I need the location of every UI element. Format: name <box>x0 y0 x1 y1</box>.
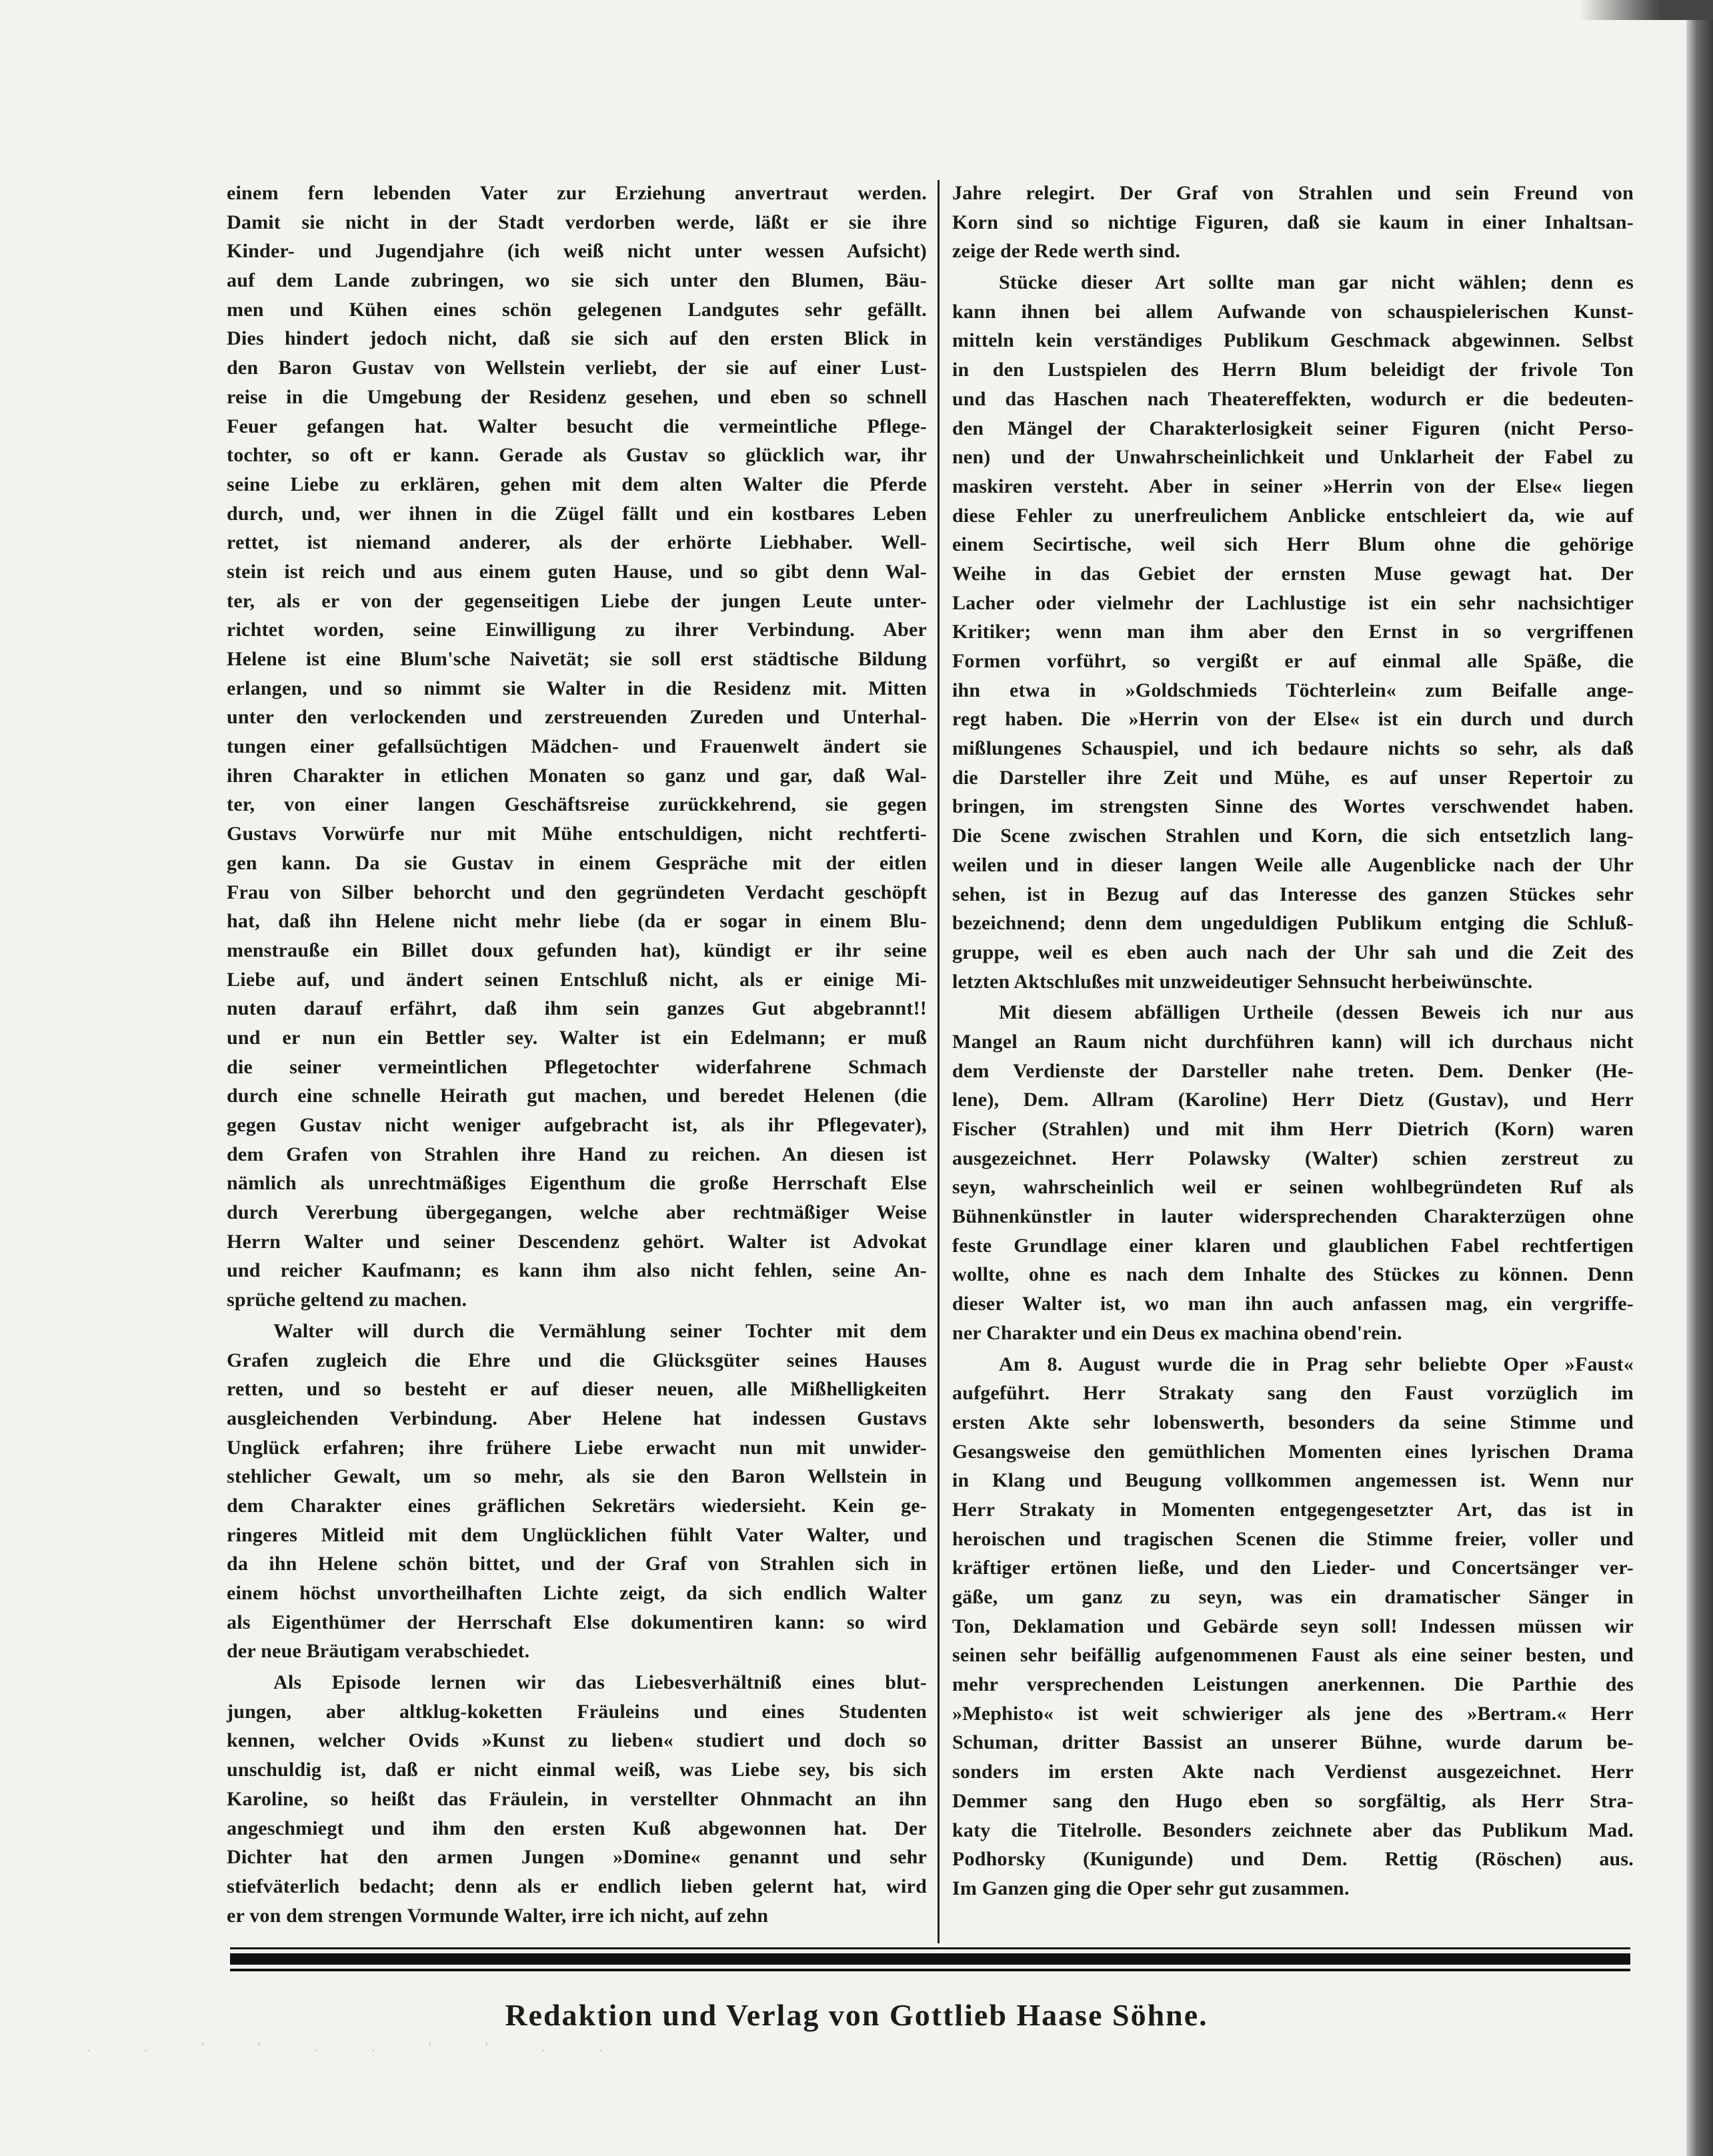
text-line: Liebe auf, und ändert seinen Entschluß nicht, als er einige Mi- <box>227 968 927 991</box>
text-line: ihren Charakter in etlichen Monaten so ganz und gar, daß Wal- <box>227 764 927 787</box>
paragraph <box>227 179 927 1315</box>
column-divider <box>938 180 940 1943</box>
scan-corner-shadow <box>1580 0 1713 20</box>
text-line: gäße, um ganz zu seyn, was ein dramatischer Sänger in <box>952 1586 1634 1608</box>
text-line: heroischen und tragischen Scenen die Stimme freier, voller und <box>952 1527 1634 1550</box>
text-line: regt haben. Die »Herrin von der Else« ist ein durch und durch <box>952 708 1634 731</box>
text-line: Lacher oder vielmehr der Lachlustige ist ein sehr nachsichtiger <box>952 591 1634 614</box>
text-line: letzten Aktschlußes mit unzweideutiger Sehnsucht herbeiwünschte. <box>952 970 1533 993</box>
text-line: richtet worden, seine Einwilligung zu ihrer Verbindung. Aber <box>227 619 927 641</box>
text-line: einem Secirtische, weil sich Herr Blum ohne die gehörige <box>952 533 1634 556</box>
text-line: einem fern lebenden Vater zur Erziehung anvertraut werden. <box>227 182 927 204</box>
text-line: Ton, Deklamation und Gebärde seyn soll! Indessen müssen wir <box>952 1615 1634 1637</box>
text-line: bringen, im strengsten Sinne des Wortes verschwendet haben. <box>952 795 1634 818</box>
text-line: seine Liebe zu erklären, gehen mit dem alten Walter die Pferde <box>227 473 927 495</box>
text-line: tungen einer gefallsüchtigen Mädchen- und Frauenwelt ändert sie <box>227 735 927 758</box>
text-line: Feuer gefangen hat. Walter besucht die vermeintliche Pflege- <box>227 415 927 437</box>
text-line: hat, daß ihn Helene nicht mehr liebe (da er sogar in einem Blu- <box>227 910 927 933</box>
text-line: stehlicher Gewalt, um so mehr, als sie den Baron Wellstein in <box>227 1465 927 1488</box>
paragraph <box>952 1350 1634 1903</box>
text-line: Podhorsky (Kunigunde) und Dem. Rettig (Röschen) aus. <box>952 1848 1634 1871</box>
text-line: unschuldig ist, daß er nicht einmal weiß, was Liebe sey, bis sich <box>227 1759 927 1781</box>
text-line: erlangen, und so nimmt sie Walter in die Residenz mit. Mitten <box>227 677 927 699</box>
text-line: auf dem Lande zubringen, wo sie sich unter den Blumen, Bäu- <box>227 269 927 292</box>
text-line: Herr Strakaty in Momenten entgegengesetzter Art, das ist in <box>952 1498 1634 1521</box>
text-line: und er nun ein Bettler sey. Walter ist ein Edelmann; er muß <box>227 1026 927 1049</box>
text-line: Jahre relegirt. Der Graf von Strahlen und sein Freund von <box>952 182 1634 204</box>
text-line: den Baron Gustav von Wellstein verliebt, der sie auf einer Lust- <box>227 357 927 379</box>
text-line: katy die Titelrolle. Besonders zeichnete aber das Publikum Mad. <box>952 1819 1634 1841</box>
text-line: zeige der Rede werth sind. <box>952 240 1181 263</box>
text-line: gen kann. Da sie Gustav in einem Gespräche mit der eitlen <box>227 851 927 874</box>
text-line: kennen, welcher Ovids »Kunst zu lieben« studiert und doch so <box>227 1729 927 1752</box>
text-line: ausgleichenden Verbindung. Aber Helene hat indessen Gustavs <box>227 1407 927 1429</box>
text-line: und reicher Kaufmann; es kann ihm also nicht fehlen, seine An- <box>227 1259 927 1282</box>
text-line: Dies hindert jedoch nicht, daß sie sich auf den ersten Blick in <box>227 327 927 350</box>
footer-rule-thin-bottom <box>230 1969 1630 1971</box>
paragraph <box>227 1317 927 1666</box>
text-line: ter, von einer langen Geschäftsreise zurückkehrend, sie gegen <box>227 793 927 816</box>
text-line: men und Kühen eines schön gelegenen Landgutes sehr gefällt. <box>227 298 927 321</box>
text-line: seinen sehr beifällig aufgenommenen Faust als eine seiner besten, und <box>952 1644 1634 1667</box>
text-line: Mit diesem abfälligen Urtheile (dessen Beweis ich nur aus <box>999 1001 1634 1024</box>
text-line: der neue Bräutigam verabschiedet. <box>227 1640 530 1663</box>
text-line: Kinder- und Jugendjahre (ich weiß nicht unter wessen Aufsicht) <box>227 240 927 263</box>
text-line: mitteln kein verständiges Publikum Geschmack abgewinnen. Selbst <box>952 329 1634 352</box>
text-line: bezeichnend; denn dem ungeduldigen Publikum entging die Schluß- <box>952 912 1634 935</box>
text-line: maskiren versteht. Aber in seiner »Herrin von der Else« liegen <box>952 475 1634 497</box>
text-line: gegen Gustav nicht weniger aufgebracht ist, als ihr Pflegevater), <box>227 1114 927 1136</box>
text-line: Die Scene zwischen Strahlen und Korn, die sich entsetzlich lang- <box>952 825 1634 847</box>
text-line: da ihn Helene schön bittet, und der Graf von Strahlen sich in <box>227 1553 927 1575</box>
text-line: retten, und so besteht er auf dieser neuen, alle Mißhelligkeiten <box>227 1378 927 1401</box>
text-line: Grafen zugleich die Ehre und die Glücksgüter seines Hauses <box>227 1349 927 1371</box>
text-line: Im Ganzen ging die Oper sehr gut zusammen. <box>952 1877 1350 1899</box>
text-line: rettet, ist niemand anderer, als der erhörte Liebhaber. Well- <box>227 531 927 554</box>
text-line: mißlungenes Schauspiel, und ich bedaure nichts so sehr, als daß <box>952 737 1634 760</box>
text-line: Karoline, so heißt das Fräulein, in verstellter Ohnmacht an ihn <box>227 1787 927 1810</box>
text-line: er von dem strengen Vormunde Walter, irre ich nicht, auf zehn <box>227 1904 769 1927</box>
text-line: ihn etwa in »Goldschmieds Töchterlein« zum Beifalle ange- <box>952 679 1634 701</box>
footer-rule-thin-top <box>230 1947 1630 1949</box>
paragraph <box>227 1668 927 1930</box>
paragraph <box>952 268 1634 996</box>
text-line: dem Grafen von Strahlen ihre Hand zu reichen. An diesen ist <box>227 1143 927 1165</box>
text-line: wollte, ohne es nach dem Inhalte des Stückes zu können. Denn <box>952 1263 1634 1286</box>
right-column <box>952 179 1634 1905</box>
text-line: nuten darauf erfährt, daß ihm sein ganzes Gut abgebrannt!! <box>227 997 927 1020</box>
text-line: Bühnenkünstler in lauter widersprechenden Charakterzügen ohne <box>952 1205 1634 1228</box>
text-line: den Mängel der Charakterlosigkeit seiner Figuren (nicht Perso- <box>952 417 1634 439</box>
text-line: ausgezeichnet. Herr Polawsky (Walter) schien zerstreut zu <box>952 1147 1634 1169</box>
text-line: Gustavs Vorwürfe nur mit Mühe entschuldigen, nicht rechtferti- <box>227 823 927 845</box>
footer-rule-thick <box>230 1953 1630 1965</box>
text-line: Kritiker; wenn man ihm aber den Ernst in so vergriffenen <box>952 621 1634 643</box>
text-line: menstrauße ein Billet doux gefunden hat), kündigt er ihr seine <box>227 939 927 961</box>
text-line: »Mephisto« ist weit schwieriger als jene des »Bertram.« Herr <box>952 1702 1634 1725</box>
text-line: stiefväterlich bedacht; denn als er endlich lieben gelernt hat, wird <box>227 1875 927 1897</box>
text-line: durch Vererbung übergegangen, welche aber rechtmäßiger Weise <box>227 1201 927 1224</box>
text-line: ner Charakter und ein Deus ex machina obend'rein. <box>952 1321 1402 1344</box>
paragraph <box>952 998 1634 1347</box>
scan-page-edge <box>1686 0 1713 2156</box>
text-line: Am 8. August wurde die in Prag sehr beliebte Oper »Faust« <box>999 1353 1634 1375</box>
text-line: Stücke dieser Art sollte man gar nicht wählen; denn es <box>999 271 1634 294</box>
text-line: aufgeführt. Herr Strakaty sang den Faust vorzüglich im <box>952 1382 1634 1405</box>
text-line: durch, und, wer ihnen in die Zügel fällt und ein kostbares Leben <box>227 502 927 525</box>
text-line: Herrn Walter und seiner Descendenz gehört. Walter ist Advokat <box>227 1230 927 1253</box>
text-line: diese Fehler zu unerfreulichem Anblicke entschleiert da, wie auf <box>952 504 1634 527</box>
text-line: Walter will durch die Vermählung seiner Tochter mit dem <box>273 1319 927 1342</box>
text-line: Helene ist eine Blum'sche Naivetät; sie soll erst städtische Bildung <box>227 648 927 670</box>
text-line: dem Verdienste der Darsteller nahe treten. Dem. Denker (He- <box>952 1059 1634 1082</box>
text-line: sonders im ersten Akte nach Verdienst ausgezeichnet. Herr <box>952 1761 1634 1783</box>
text-line: reise in die Umgebung der Residenz gesehen, und eben so schnell <box>227 385 927 408</box>
text-line: Frau von Silber behorcht und den gegründeten Verdacht geschöpft <box>227 881 927 903</box>
text-line: gruppe, weil es eben auch nach der Uhr sah und die Zeit des <box>952 941 1634 963</box>
text-line: kräftiger ertönen ließe, und den Lieder- und Concertsänger ver- <box>952 1557 1634 1579</box>
text-line: dem Charakter eines gräflichen Sekretärs wiedersieht. Kein ge- <box>227 1494 927 1517</box>
text-line: Mangel an Raum nicht durchführen kann) will ich durchaus nicht <box>952 1030 1634 1053</box>
text-line: Dichter hat den armen Jungen »Domine« genannt und sehr <box>227 1846 927 1869</box>
text-line: lene), Dem. Allram (Karoline) Herr Dietz (Gustav), und Herr <box>952 1089 1634 1111</box>
text-line: stein ist reich und aus einem guten Hause, und so gibt denn Wal- <box>227 560 927 583</box>
text-line: Weihe in das Gebiet der ernsten Muse gewagt hat. Der <box>952 562 1634 585</box>
text-line: unter den verlockenden und zerstreuenden Zureden und Unterhal- <box>227 706 927 729</box>
text-line: sprüche geltend zu machen. <box>227 1289 467 1311</box>
text-line: Korn sind so nichtige Figuren, daß sie kaum in einer Inhaltsan- <box>952 211 1634 233</box>
text-line: Unglück erfahren; ihre frühere Liebe erwacht nun mit unwider- <box>227 1436 927 1459</box>
text-line: einem höchst unvortheilhaften Lichte zeigt, da sich endlich Walter <box>227 1582 927 1604</box>
text-line: und das Haschen nach Theatereffekten, wodurch er die bedeuten- <box>952 387 1634 410</box>
text-line: seyn, wahrscheinlich weil er seinen wohlbegründeten Ruf als <box>952 1176 1634 1199</box>
text-line: in Klang und Beugung vollkommen angemessen ist. Wenn nur <box>952 1469 1634 1492</box>
text-line: feste Grundlage einer klaren und glaublichen Fabel rechtfertigen <box>952 1234 1634 1257</box>
text-line: sehen, ist in Bezug auf das Interesse des ganzen Stückes sehr <box>952 883 1634 905</box>
text-line: weilen und in dieser langen Weile alle Augenblicke nach der Uhr <box>952 853 1634 876</box>
text-line: ersten Akte sehr lobenswerth, besonders da seine Stimme und <box>952 1411 1634 1433</box>
text-line: angeschmiegt und ihm den ersten Kuß abgewonnen hat. Der <box>227 1817 927 1839</box>
publisher-imprint: Redaktion und Verlag von Gottlieb Haase Söhne. <box>505 1998 1208 2032</box>
scan-specks: . . ' ' . . ' ' . . <box>87 2040 628 2055</box>
text-line: Demmer sang den Hugo eben so sorgfältig, als Herr Stra- <box>952 1789 1634 1812</box>
text-line: Als Episode lernen wir das Liebesverhältniß eines blut- <box>273 1671 927 1694</box>
text-line: die Darsteller ihre Zeit und Mühe, es auf unser Repertoir zu <box>952 766 1634 789</box>
paragraph <box>952 179 1634 266</box>
text-line: Formen vorführt, so vergißt er auf einmal alle Späße, die <box>952 650 1634 672</box>
text-line: in den Lustspielen des Herrn Blum beleidigt der frivole Ton <box>952 359 1634 381</box>
text-line: kann ihnen bei allem Aufwande von schauspielerischen Kunst- <box>952 300 1634 323</box>
text-line: durch eine schnelle Heirath gut machen, und beredet Helenen (die <box>227 1085 927 1107</box>
text-line: als Eigenthümer der Herrschaft Else dokumentiren kann: so wird <box>227 1611 927 1633</box>
text-line: mehr versprechenden Leistungen anerkennen. Die Parthie des <box>952 1673 1634 1696</box>
text-line: nämlich als unrechtmäßiges Eigenthum die große Herrschaft Else <box>227 1172 927 1195</box>
text-line: Damit sie nicht in der Stadt verdorben werde, läßt er sie ihre <box>227 211 927 233</box>
text-line: Fischer (Strahlen) und mit ihm Herr Dietrich (Korn) waren <box>952 1118 1634 1140</box>
text-line: Schuman, dritter Bassist an unserer Bühne, wurde darum be- <box>952 1731 1634 1754</box>
text-line: Gesangsweise den gemüthlichen Momenten eines lyrischen Drama <box>952 1440 1634 1463</box>
text-line: ter, als er von der gegenseitigen Liebe der jungen Leute unter- <box>227 589 927 612</box>
left-column <box>227 179 927 1932</box>
text-line: dieser Walter ist, wo man ihn auch anfassen mag, ein vergriffe- <box>952 1293 1634 1315</box>
text-line: jungen, aber altklug-koketten Fräuleins und eines Studenten <box>227 1700 927 1723</box>
text-line: nen) und der Unwahrscheinlichkeit und Unklarheit der Fabel zu <box>952 446 1634 469</box>
text-line: ringeres Mitleid mit dem Unglücklichen fühlt Vater Walter, und <box>227 1523 927 1546</box>
text-line: die seiner vermeintlichen Pflegetochter widerfahrene Schmach <box>227 1055 927 1078</box>
text-line: tochter, so oft er kann. Gerade als Gustav so glücklich war, ihr <box>227 444 927 467</box>
